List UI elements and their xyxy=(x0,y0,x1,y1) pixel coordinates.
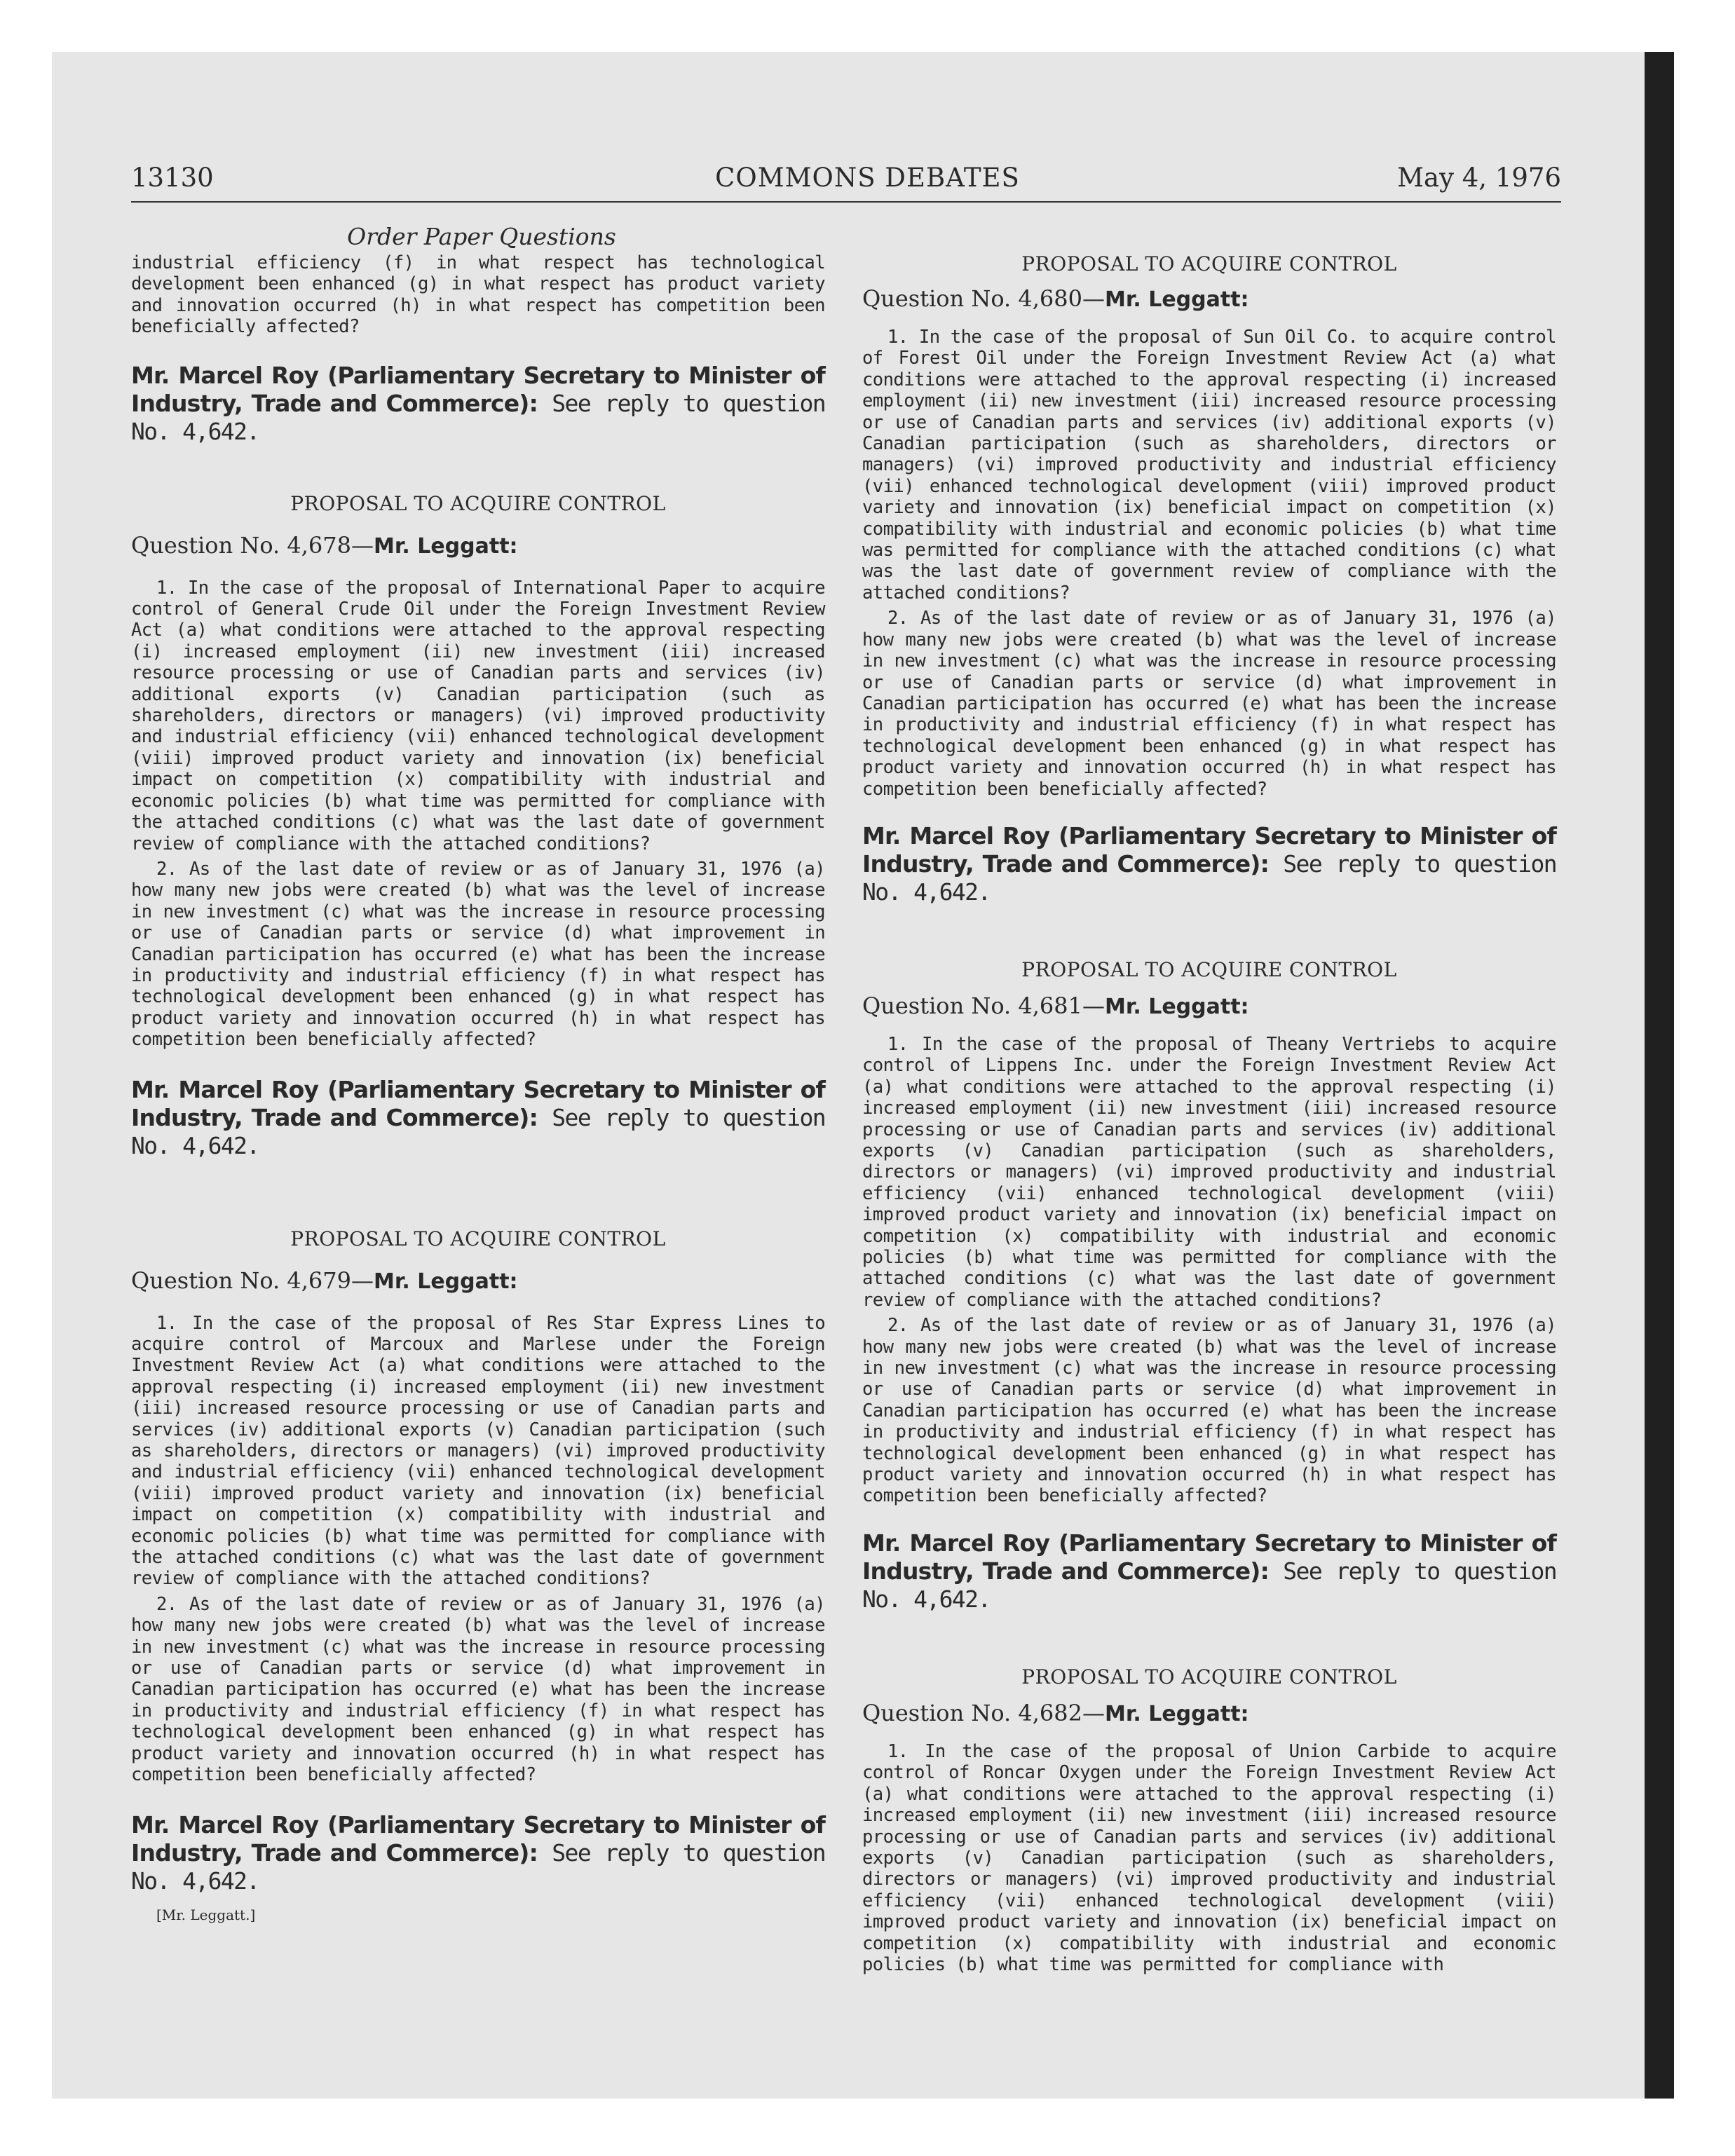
reply-text: See reply to question No. 4,642. xyxy=(131,1103,825,1159)
reply-text: See reply to question No. 4,642. xyxy=(131,1838,825,1895)
question-number-text: Question No. 4,679— xyxy=(131,1267,374,1294)
question-part-2: 2. As of the last date of review or as of January 31, 1976 (a) how many new jobs were created (b) what was the level of increase in new investment (c) what was the increase in resource processing or use of Canadian parts or service (d) what improvement in Canadian participation has occurred (e) what has been the increase in productivity and industrial efficiency (f) in what respect has technological development been enhanced (g) in what respect has product variety and innovation occurred (h) in what respect has competition been beneficially affected? xyxy=(862,608,1556,800)
question-number-text: Question No. 4,680— xyxy=(862,285,1105,312)
reply-text: See reply to question No. 4,642. xyxy=(862,850,1556,906)
question-heading: PROPOSAL TO ACQUIRE CONTROL xyxy=(1021,1665,1397,1688)
right-column xyxy=(862,252,1556,1975)
question-number-text: Question No. 4,681— xyxy=(862,992,1105,1019)
reply-speaker: Mr. Marcel Roy (Parliamentary Secretary to Minister of Industry, Trade and Commerce): xyxy=(131,1810,825,1867)
member-signature: [Mr. Leggatt.] xyxy=(156,1906,256,1923)
publication-title: COMMONS DEBATES xyxy=(715,163,1020,193)
reply xyxy=(131,362,825,446)
page-number: 13130 xyxy=(131,163,214,193)
left-column xyxy=(131,252,825,1925)
question-heading: PROPOSAL TO ACQUIRE CONTROL xyxy=(290,1227,666,1250)
question-heading: PROPOSAL TO ACQUIRE CONTROL xyxy=(290,491,666,515)
question-part-1: 1. In the case of the proposal of Union Carbide to acquire control of Roncar Oxygen under the Foreign Investment Review Act (a) what conditions were attached to the approval respecting (i) increased employment (ii) new investment (iii) increased resource processing or use of Canadian parts and services (iv) additional exports (v) Canadian participation (such as shareholders, directors or managers) (vi) improved productivity and industrial efficiency (vii) enhanced technological development (viii) improved product variety and innovation (ix) beneficial impact on competition (x) compatibility with industrial and economic policies (b) what time was permitted for compliance with xyxy=(862,1740,1556,1975)
scan-edge-shadow xyxy=(1645,52,1674,2099)
question-part-2: 2. As of the last date of review or as of January 31, 1976 (a) how many new jobs were created (b) what was the level of increase in new investment (c) what was the increase in resource processing or use of Canadian parts or service (d) what improvement in Canadian participation has occurred (e) what has been the increase in productivity and industrial efficiency (f) in what respect has technological development been enhanced (g) in what respect has product variety and innovation occurred (h) in what respect has competition been beneficially affected? xyxy=(131,858,825,1051)
carryover-paragraph: industrial efficiency (f) in what respect has technological development been enhanced (g) in what respect has product variety and innovation occurred (h) in what respect has competition been beneficially affected? xyxy=(131,252,825,338)
publication-date: May 4, 1976 xyxy=(1397,163,1561,193)
reply-text: See reply to question No. 4,642. xyxy=(131,389,825,445)
question-part-1: 1. In the case of the proposal of Res Star Express Lines to acquire control of Marcoux and Marlese under the Foreign Investment Review Act (a) what conditions were attached to the approval respecting (i) increased employment (ii) new investment (iii) increased resource processing or use of Canadian parts and services (iv) additional exports (v) Canadian participation (such as shareholders, directors or managers) (vi) improved productivity and industrial efficiency (vii) enhanced technological development (viii) improved product variety and innovation (ix) beneficial impact on competition (x) compatibility with industrial and economic policies (b) what time was permitted for compliance with the attached conditions (c) what was the last date of government review of compliance with the attached conditions? xyxy=(131,1312,825,1590)
reply xyxy=(862,1529,1556,1613)
reply-text: See reply to question No. 4,642. xyxy=(862,1557,1556,1613)
question-part-1: 1. In the case of the proposal of Theany Vertriebs to acquire control of Lippens Inc. under the Foreign Investment Review Act (a) what conditions were attached to the approval respecting (i) increased employment (ii) new investment (iii) increased resource processing or use of Canadian parts and services (iv) additional exports (v) Canadian participation (such as shareholders, directors or managers) (vi) improved productivity and industrial efficiency (vii) enhanced technological development (viii) improved product variety and innovation (ix) beneficial impact on competition (x) compatibility with industrial and economic policies (b) what time was permitted for compliance with the attached conditions (c) what was the last date of government review of compliance with the attached conditions? xyxy=(862,1033,1556,1311)
question-part-1: 1. In the case of the proposal of International Paper to acquire control of General Crude Oil under the Foreign Investment Review Act (a) what conditions were attached to the approval respecting (i) increased employment (ii) new investment (iii) increased resource processing or use of Canadian parts and services (iv) additional exports (v) Canadian participation (such as shareholders, directors or managers) (vi) improved productivity and industrial efficiency (vii) enhanced technological development (viii) improved product variety and innovation (ix) beneficial impact on competition (x) compatibility with industrial and economic policies (b) what time was permitted for compliance with the attached conditions (c) what was the last date of government review of compliance with the attached conditions? xyxy=(131,577,825,854)
question-number-text: Question No. 4,678— xyxy=(131,531,374,559)
question-heading: PROPOSAL TO ACQUIRE CONTROL xyxy=(1021,252,1397,275)
question-number-text: Question No. 4,682— xyxy=(862,1699,1105,1726)
reply-speaker: Mr. Marcel Roy (Parliamentary Secretary to Minister of Industry, Trade and Commerce): xyxy=(131,361,825,417)
question-member: Mr. Leggatt: xyxy=(1105,287,1249,312)
reply xyxy=(131,1076,825,1160)
question-number xyxy=(862,285,1556,314)
reply xyxy=(131,1811,825,1895)
section-title: Order Paper Questions xyxy=(347,223,616,250)
question-number xyxy=(131,531,825,561)
question-member: Mr. Leggatt: xyxy=(374,1269,518,1294)
question-member: Mr. Leggatt: xyxy=(374,533,518,559)
question-member: Mr. Leggatt: xyxy=(1105,994,1249,1019)
question-part-2: 2. As of the last date of review or as of January 31, 1976 (a) how many new jobs were created (b) what was the level of increase in new investment (c) what was the increase in resource processing or use of Canadian parts or service (d) what improvement in Canadian participation has occurred (e) what has been the increase in productivity and industrial efficiency (f) in what respect has technological development been enhanced (g) in what respect has product variety and innovation occurred (h) in what respect has competition been beneficially affected? xyxy=(131,1593,825,1786)
question-number xyxy=(862,992,1556,1021)
header-rule xyxy=(131,201,1561,203)
reply-speaker: Mr. Marcel Roy (Parliamentary Secretary to Minister of Industry, Trade and Commerce): xyxy=(862,1529,1556,1585)
question-member: Mr. Leggatt: xyxy=(1105,1701,1249,1726)
question-number xyxy=(862,1699,1556,1728)
question-heading: PROPOSAL TO ACQUIRE CONTROL xyxy=(1021,957,1397,981)
question-number xyxy=(131,1267,825,1296)
question-part-2: 2. As of the last date of review or as of January 31, 1976 (a) how many new jobs were created (b) what was the level of increase in new investment (c) what was the increase in resource processing or use of Canadian parts or service (d) what improvement in Canadian participation has occurred (e) what has been the increase in productivity and industrial efficiency (f) in what respect has technological development been enhanced (g) in what respect has product variety and innovation occurred (h) in what respect has competition been beneficially affected? xyxy=(862,1315,1556,1507)
question-part-1: 1. In the case of the proposal of Sun Oil Co. to acquire control of Forest Oil under the Foreign Investment Review Act (a) what conditions were attached to the approval respecting (i) increased employment (ii) new investment (iii) increased resource processing or use of Canadian parts and services (iv) additional exports (v) Canadian participation (such as shareholders, directors or managers) (vi) improved productivity and industrial efficiency (vii) enhanced technological development (viii) improved product variety and innovation (ix) beneficial impact on competition (x) compatibility with industrial and economic policies (b) what time was permitted for compliance with the attached conditions (c) what was the last date of government review of compliance with the attached conditions? xyxy=(862,327,1556,603)
reply xyxy=(862,822,1556,906)
reply-speaker: Mr. Marcel Roy (Parliamentary Secretary to Minister of Industry, Trade and Commerce): xyxy=(131,1075,825,1131)
reply-speaker: Mr. Marcel Roy (Parliamentary Secretary to Minister of Industry, Trade and Commerce): xyxy=(862,821,1556,878)
